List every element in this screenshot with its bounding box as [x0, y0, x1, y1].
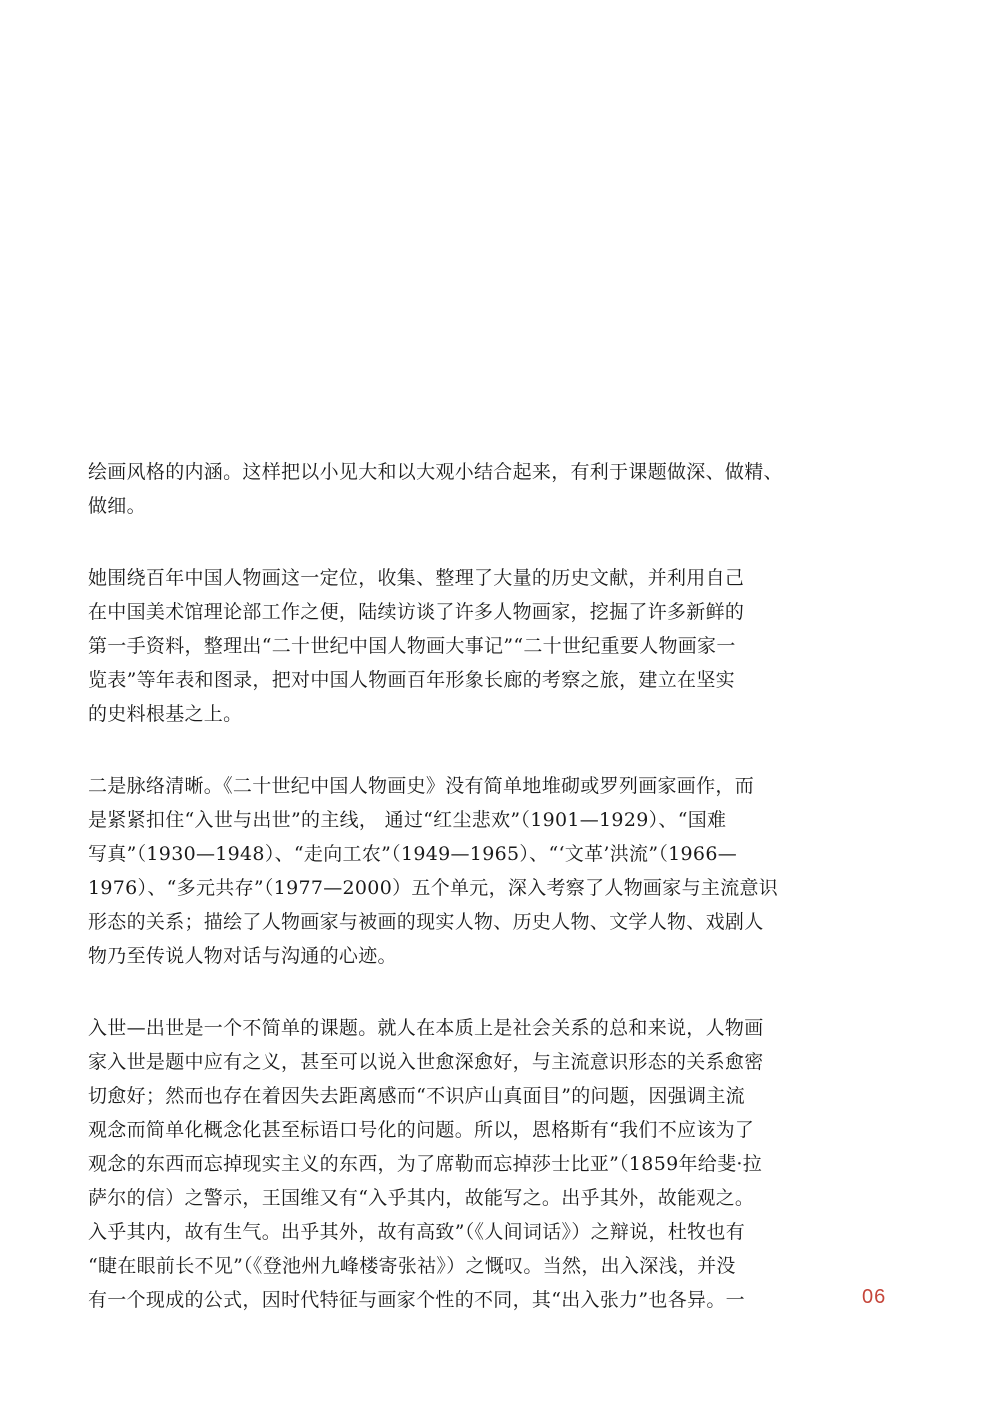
text-line: 入乎其内，故有生气。出乎其外，故有高致”（《人间词话》）之辩说，杜牧也有	[88, 1221, 746, 1243]
paragraph-4	[88, 1011, 778, 1317]
paragraph-3	[88, 769, 778, 973]
paragraph-1	[88, 455, 783, 523]
text-line: 有一个现成的公式，因时代特征与画家个性的不同，其“出入张力”也各异。一	[88, 1289, 745, 1311]
text-line: 观念的东西而忘掉现实主义的东西，为了席勒而忘掉莎士比亚”（1859年给斐·拉	[88, 1153, 763, 1175]
text-line: 在中国美术馆理论部工作之便，陆续访谈了许多人物画家，挖掘了许多新鲜的	[88, 601, 745, 623]
text-line: “睫在眼前长不见”（《登池州九峰楼寄张祜》）之慨叹。当然，出入深浅，并没	[88, 1255, 736, 1277]
text-line: 写真”（1930—1948）、“走向工农”（1949—1965）、“‘文革’洪流”（1966—	[88, 843, 738, 865]
paragraph-2	[88, 561, 778, 731]
text-line: 形态的关系；描绘了人物画家与被画的现实人物、历史人物、文学人物、戏剧人	[88, 911, 764, 933]
text-line: 家入世是题中应有之义，甚至可以说入世愈深愈好，与主流意识形态的关系愈密	[88, 1051, 764, 1073]
text-line: 做细。	[88, 495, 146, 517]
text-line: 入世—出世是一个不简单的课题。就人在本质上是社会关系的总和来说，人物画	[88, 1017, 764, 1039]
text-line: 是紧紧扣住“入世与出世”的主线， 通过“红尘悲欢”（1901—1929）、“国难	[88, 809, 727, 831]
text-line: 览表”等年表和图录，把对中国人物画百年形象长廊的考察之旅，建立在坚实	[88, 669, 735, 691]
text-line: 二是脉络清晰。《二十世纪中国人物画史》没有简单地堆砌或罗列画家画作，而	[88, 775, 755, 797]
page-number: 06	[862, 1286, 887, 1308]
text-line: 物乃至传说人物对话与沟通的心迹。	[88, 945, 397, 967]
text-line: 切愈好；然而也存在着因失去距离感而“不识庐山真面目”的问题，因强调主流	[88, 1085, 745, 1107]
text-line: 绘画风格的内涵。这样把以小见大和以大观小结合起来，有利于课题做深、做精、	[88, 461, 783, 483]
text-line: 她围绕百年中国人物画这一定位，收集、整理了大量的历史文献，并利用自己	[88, 567, 745, 589]
text-line: 1976）、“多元共存”（1977—2000）五个单元，深入考察了人物画家与主流意识	[88, 877, 779, 899]
text-line: 萨尔的信）之警示，王国维又有“入乎其内，故能写之。出乎其外，故能观之。	[88, 1187, 755, 1209]
body-text	[88, 455, 783, 1355]
text-line: 观念而简单化概念化甚至标语口号化的问题。所以，恩格斯有“我们不应该为了	[88, 1119, 755, 1141]
text-line: 第一手资料，整理出“二十世纪中国人物画大事记”“二十世纪重要人物画家一	[88, 635, 736, 657]
text-line: 的史料根基之上。	[88, 703, 243, 725]
